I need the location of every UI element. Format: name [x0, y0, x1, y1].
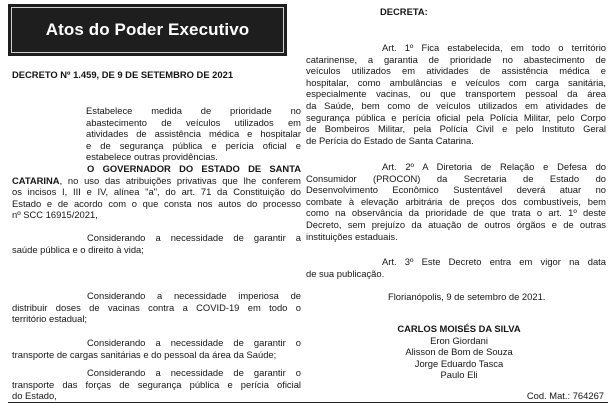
decree-title: DECRETO Nº 1.459, DE 9 DE SETEMBRO DE 2021 — [12, 69, 234, 80]
considerando-line: transporte de cargas sanitárias e do pessoal da área da Saúde; — [12, 348, 277, 360]
summary-line: abastecimento de veículos utilizados em — [86, 116, 301, 128]
preamble-line — [12, 175, 301, 187]
signature-governor: CARLOS MOISÉS DA SILVA — [397, 323, 521, 334]
signature-name: Alisson de Bom de Souza — [405, 346, 513, 358]
article-line: Decreto, sem prejuízo da atuação de outros órgãos e de outras — [306, 218, 606, 230]
article-line: catarinense, a garantia de prioridade no abastecimento de — [306, 53, 606, 65]
article-line: Art. 2º A Diretoria de Relação e Defesa do — [382, 161, 606, 172]
considerando-line: distribuir doses de vacinas contra a COVID-19 em todo o — [12, 301, 301, 313]
article-line: veículos utilizados em atividades de assistência médica e — [306, 65, 606, 77]
article-line: Consumidor (PROCON) da Secretaria de Estado do — [306, 172, 606, 184]
signature-name: Jorge Eduardo Tasca — [414, 357, 504, 369]
article-line: Art. 3º Este Decreto entra em vigor na data — [382, 256, 606, 267]
article-line: como na observância da prioridade de que trata o art. 1º deste — [306, 207, 606, 219]
article-line: segurança pública e perícia oficial pela Polícia Militar, pelo Corpo — [306, 111, 606, 123]
summary-line: estabelece outras providências. — [86, 151, 218, 163]
article-line: da Saúde, bem como de veículos utilizados em atividades de — [306, 99, 606, 111]
article-1 — [306, 42, 606, 146]
considerando-line: do Estado, — [12, 390, 57, 402]
considerando-line: saúde pública e o direito à vida; — [12, 243, 144, 255]
bottom-rule — [8, 402, 608, 403]
cod-mat: Cod. Mat.: 764267 — [526, 390, 604, 401]
preamble — [12, 163, 301, 221]
section-title: Atos do Poder Executivo — [45, 20, 250, 39]
considerando-4 — [12, 367, 301, 402]
summary-line: e de segurança pública e perícia oficial e — [86, 139, 301, 151]
decree-summary — [86, 105, 301, 163]
article-line: Art. 1º Fica estabelecida, em todo o território — [382, 42, 606, 53]
considerando-line: Considerando a necessidade de garantir a — [87, 232, 301, 243]
article-line: de sua publicação. — [306, 267, 385, 279]
considerando-1 — [12, 232, 301, 255]
article-3 — [306, 256, 606, 279]
article-line: hospitalar, como ambulâncias e veículos com carga sanitária, — [306, 76, 606, 88]
signatures — [306, 323, 606, 381]
section-header — [8, 4, 287, 56]
article-2 — [306, 161, 606, 242]
considerando-line: transporte das forças de segurança pública e perícia oficial — [12, 378, 301, 390]
considerando-line: território estadual; — [12, 313, 88, 325]
preamble-line-rest: , no uso das atribuições privativas que lhe conferem — [59, 174, 301, 186]
decreta-label: DECRETA: — [380, 6, 428, 17]
signature-name: Paulo Eli — [440, 369, 478, 381]
considerando-3 — [12, 337, 301, 360]
article-line: de Perícia do Estado de Santa Catarina. — [306, 134, 474, 146]
preamble-line: os incisos I, III e IV, alínea "a", do art. 71 da Constituição do — [12, 186, 301, 198]
signature-name: Eron Giordani — [430, 334, 488, 346]
preamble-line: Estado e de acordo com o que consta nos autos do processo — [12, 197, 301, 209]
considerando-2 — [12, 290, 301, 325]
summary-line: Estabelece medida de prioridade no — [86, 105, 301, 116]
article-line: especialmente vacinas, ou que transportem pessoal da área — [306, 88, 606, 100]
considerando-line: Considerando a necessidade de garantir o — [87, 337, 301, 348]
article-line: instituições estaduais. — [306, 230, 398, 242]
article-line: de Bombeiros Militar, pela Polícia Civil e pelo Instituto Geral — [306, 123, 606, 135]
preamble-state: CATARINA — [12, 174, 60, 186]
considerando-line: Considerando a necessidade imperiosa de — [87, 290, 301, 301]
place-date: Florianópolis, 9 de setembro de 2021. — [388, 291, 546, 302]
article-line: Desenvolvimento Econômico Sustentável deverá atuar no — [306, 184, 606, 196]
article-line: combate à elevação arbitrária de preços dos combustíveis, bem — [306, 195, 606, 207]
preamble-line: nº SCC 16915/2021, — [12, 209, 98, 221]
preamble-governor: O GOVERNADOR DO ESTADO DE SANTA — [87, 163, 301, 174]
summary-line: atividades de assistência médica e hospitalar — [86, 128, 301, 140]
considerando-line: Considerando a necessidade de garantir o — [87, 367, 301, 378]
